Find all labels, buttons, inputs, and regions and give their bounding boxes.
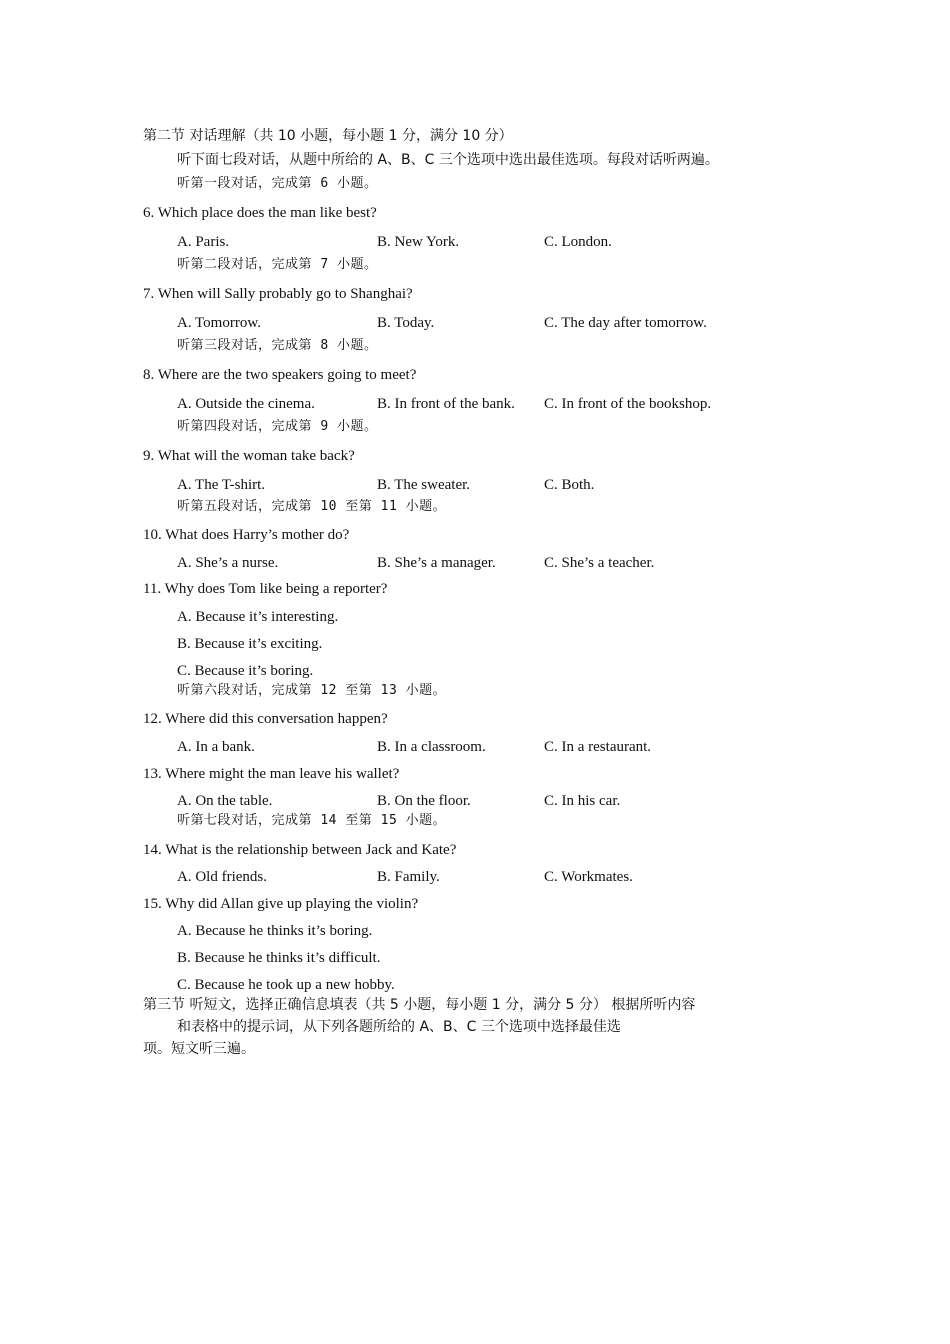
option-a: A. She’s a nurse. — [177, 555, 279, 571]
option-c: C. In a restaurant. — [544, 739, 652, 755]
option-b: B. The sweater. — [377, 477, 471, 493]
section3-instruction-end: 项。短文听三遍。 — [143, 1041, 255, 1057]
question-stem: 7. When will Sally probably go to Shanghai? — [143, 286, 413, 302]
section2-heading: 第二节 对话理解（共 10 小题，每小题 1 分，满分 10 分） — [143, 128, 513, 144]
option-c: C. Because it’s boring. — [177, 663, 314, 679]
option-a: A. Paris. — [177, 234, 230, 250]
option-a: A. Old friends. — [177, 869, 267, 885]
option-a: A. The T-shirt. — [177, 477, 266, 493]
option-a: A. In a bank. — [177, 739, 255, 755]
question-stem: 8. Where are the two speakers going to meet? — [143, 367, 417, 383]
option-b: B. New York. — [377, 234, 460, 250]
question-stem: 6. Which place does the man like best? — [143, 205, 377, 221]
section2-instruction: 听下面七段对话，从题中所给的 A、B、C 三个选项中选出最佳选项。每段对话听两遍。 — [177, 152, 719, 168]
dialogue-intro: 听第四段对话，完成第 9 小题。 — [177, 419, 378, 434]
option-c: C. Both. — [544, 477, 595, 493]
dialogue-intro: 听第三段对话，完成第 8 小题。 — [177, 338, 378, 353]
dialogue-intro: 听第一段对话，完成第 6 小题。 — [177, 176, 378, 191]
option-a: A. Because it’s interesting. — [177, 609, 339, 625]
question-stem: 14. What is the relationship between Jack and Kate? — [143, 842, 457, 858]
option-c: C. The day after tomorrow. — [544, 315, 707, 331]
question-stem: 15. Why did Allan give up playing the violin? — [143, 896, 419, 912]
option-a: A. Tomorrow. — [177, 315, 261, 331]
dialogue-intro: 听第五段对话，完成第 10 至第 11 小题。 — [177, 499, 447, 514]
option-a: A. On the table. — [177, 793, 273, 809]
question-stem: 11. Why does Tom like being a reporter? — [143, 581, 388, 597]
option-c: C. London. — [544, 234, 612, 250]
option-c: C. Workmates. — [544, 869, 633, 885]
option-b: B. She’s a manager. — [377, 555, 496, 571]
option-a: A. Because he thinks it’s boring. — [177, 923, 373, 939]
question-stem: 9. What will the woman take back? — [143, 448, 355, 464]
option-b: B. In front of the bank. — [377, 396, 515, 412]
question-stem: 13. Where might the man leave his wallet? — [143, 766, 400, 782]
option-b: B. Because it’s exciting. — [177, 636, 323, 652]
option-b: B. In a classroom. — [377, 739, 486, 755]
option-c: C. In his car. — [544, 793, 621, 809]
dialogue-intro: 听第七段对话，完成第 14 至第 15 小题。 — [177, 813, 447, 828]
option-c: C. Because he took up a new hobby. — [177, 977, 395, 993]
question-stem: 10. What does Harry’s mother do? — [143, 527, 350, 543]
option-b: B. Today. — [377, 315, 435, 331]
option-a: A. Outside the cinema. — [177, 396, 315, 412]
section3-heading: 第三节 听短文，选择正确信息填表（共 5 小题，每小题 1 分，满分 5 分） 根据所听内容 — [143, 997, 696, 1013]
option-b: B. Family. — [377, 869, 440, 885]
option-b: B. On the floor. — [377, 793, 471, 809]
dialogue-intro: 听第六段对话，完成第 12 至第 13 小题。 — [177, 683, 447, 698]
option-c: C. In front of the bookshop. — [544, 396, 712, 412]
option-c: C. She’s a teacher. — [544, 555, 655, 571]
option-b: B. Because he thinks it’s difficult. — [177, 950, 381, 966]
section3-instruction: 和表格中的提示词，从下列各题所给的 A、B、C 三个选项中选择最佳选 — [177, 1019, 621, 1035]
question-stem: 12. Where did this conversation happen? — [143, 711, 388, 727]
dialogue-intro: 听第二段对话，完成第 7 小题。 — [177, 257, 378, 272]
